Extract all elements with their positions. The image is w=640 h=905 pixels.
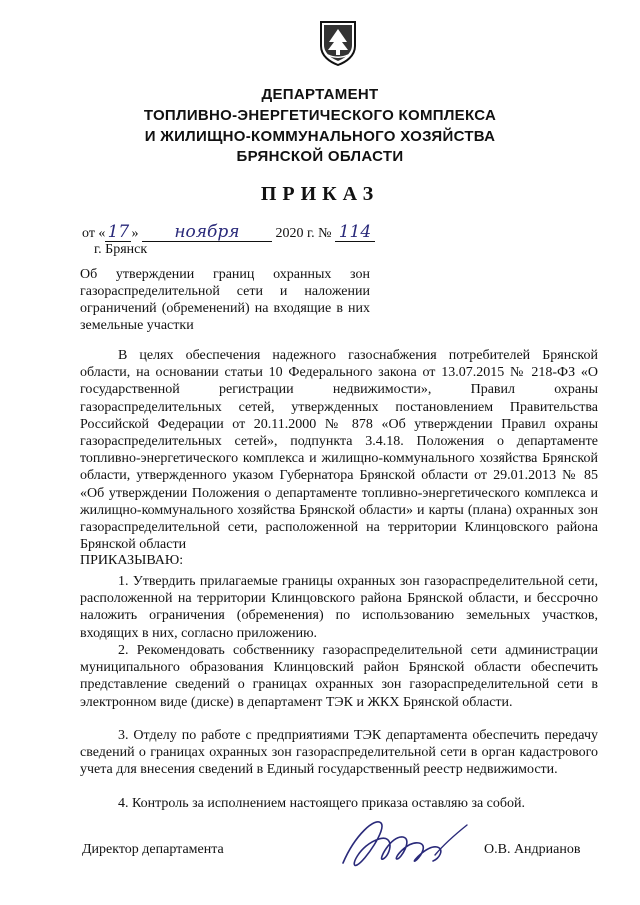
number-label: № <box>318 226 332 241</box>
date-day: 17 <box>105 224 131 242</box>
order-word: ПРИКАЗЫВАЮ: <box>80 553 184 568</box>
subject: Об утверждении границ охранных зон газораспределительной сети и наложении ограничений (обременений) на входящие в них земельные участки <box>80 267 370 333</box>
order-item: 2. Рекомендовать собственнику газораспределительной сети администрации муниципального образования Клинцовский район Брянской области обеспечить представление сведений о границах охранных зон газораспределительной сети в электронном виде (диске) в департамент ТЭК и ЖКХ Брянской области. <box>80 643 598 710</box>
city: г. Брянск <box>94 242 148 257</box>
department-name-line: ТОПЛИВНО-ЭНЕРГЕТИЧЕСКОГО КОМПЛЕКСА <box>143 107 497 124</box>
signatory-position: Директор департамента <box>82 842 224 857</box>
signatory-name: О.В. Андрианов <box>484 842 581 857</box>
department-name-line: БРЯНСКОЙ ОБЛАСТИ <box>236 148 404 165</box>
date-month: ноября <box>142 224 272 242</box>
handwritten-signature <box>335 815 475 875</box>
order-item: 4. Контроль за исполнением настоящего приказа оставляю за собой. <box>118 796 526 811</box>
order-item: 3. Отделу по работе с предприятиями ТЭК департамента обеспечить передачу сведений о границах охранных зон газораспределительной сети в орган кадастрового учета для внесения сведений в Единый государственный реестр недвижимости. <box>80 728 598 778</box>
document-title: ПРИКАЗ <box>260 183 380 205</box>
department-name-line: И ЖИЛИЩНО-КОММУНАЛЬНОГО ХОЗЯЙСТВА <box>144 128 496 145</box>
date-mid: » <box>131 226 139 241</box>
date-prefix: от « <box>82 226 106 241</box>
order-number: 114 <box>335 224 375 242</box>
preamble: В целях обеспечения надежного газоснабжения потребителей Брянской области, на основании статьи 10 Федерального закона от 13.07.2015 № 218-ФЗ «О государственной регистрации недвижимости», Правил охраны газораспределительных сетей, утвержденных постановлением Правительства Российской Федерации от 20.11.2000 № 878 «Об утверждении Правил охраны газораспределительных сетей», подпункта 3.4.18. Положения о департаменте топливно-энергетического комплекса и жилищно-коммунального хозяйства Брянской области, утвержденного указом Губернатора Брянской области от 29.01.2013 № 85 «Об утверждении Положения о департаменте топливно-энергетического комплекса и жилищно-коммунального хозяйства Брянской области» и карты (плана) охранных зон газораспределительной сети, расположенной на территории Клинцовского района Брянской области <box>80 348 598 553</box>
order-item: 1. Утвердить прилагаемые границы охранных зон газораспределительной сети, расположенной на территории Клинцовского района Брянской области, и бессрочно наложить ограничения (обременения) по использованию земельных участков, входящих в них, согласно приложению. <box>80 574 598 641</box>
department-name-line: ДЕПАРТАМЕНТ <box>261 86 379 103</box>
date-line <box>82 224 375 242</box>
coat-of-arms-icon <box>318 18 358 66</box>
date-year: 2020 г. <box>275 226 315 241</box>
